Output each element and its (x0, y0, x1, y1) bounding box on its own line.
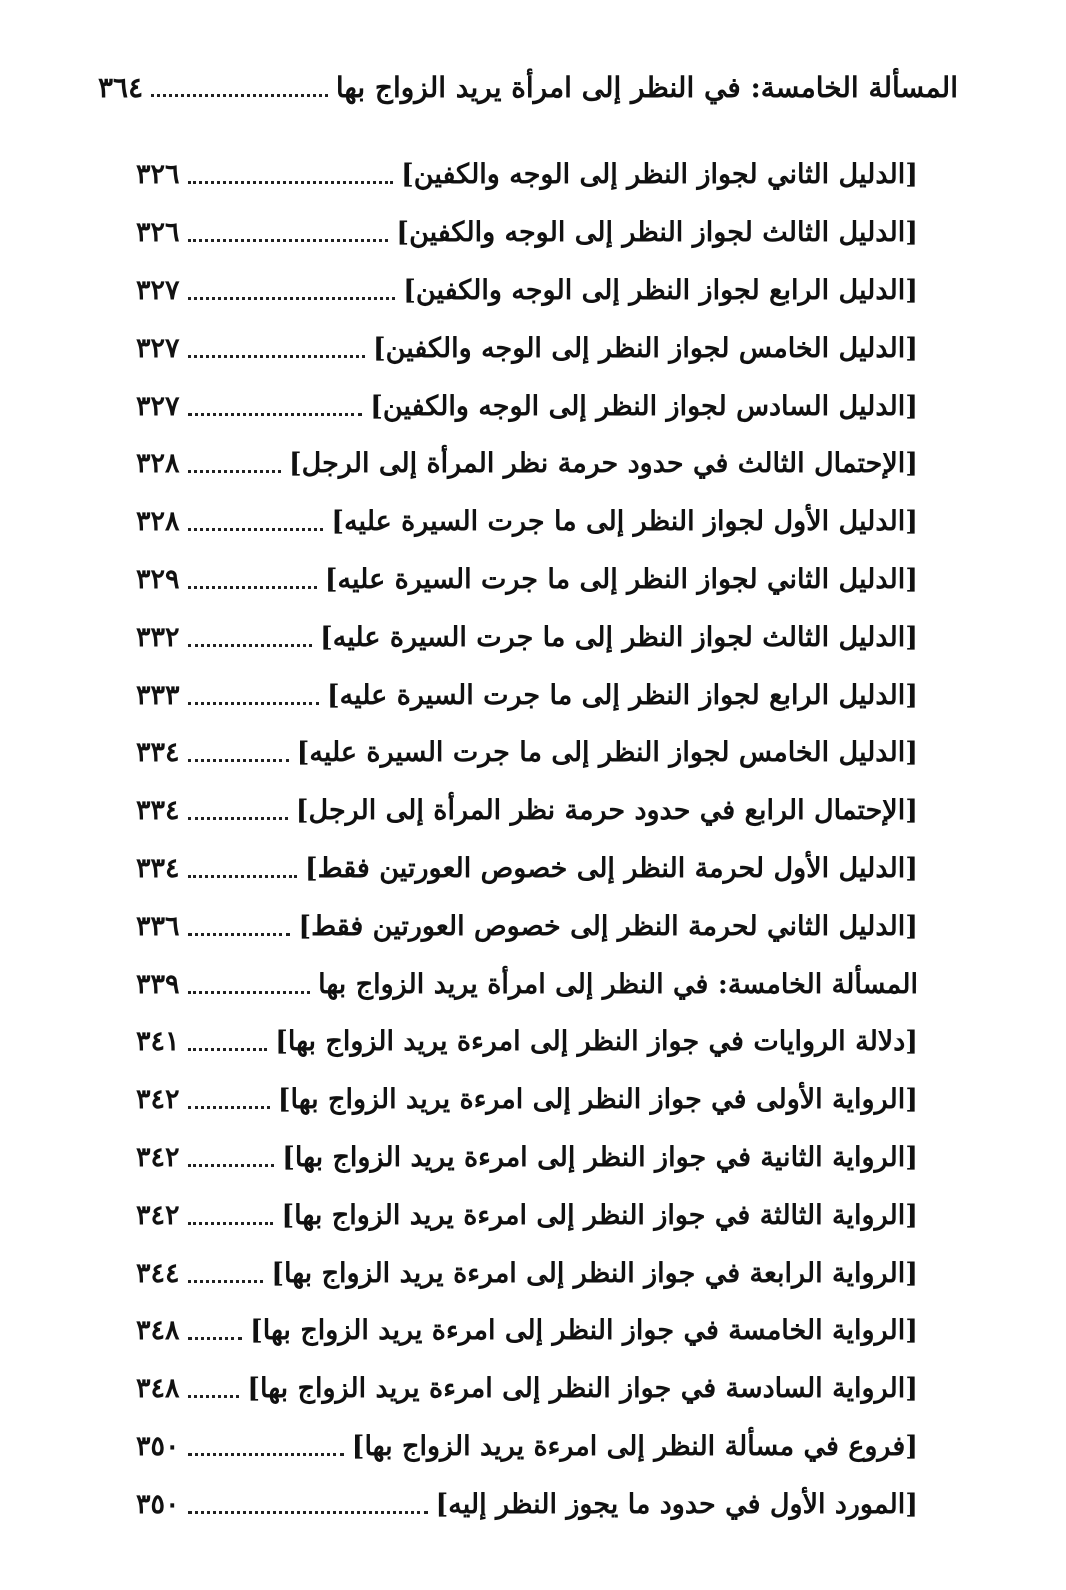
toc-entry (136, 724, 918, 782)
toc-entry-title: [الدليل الأول لجواز النظر إلى ما جرت السيرة عليه] (331, 506, 918, 538)
toc-entry-page-number: ٣٢٧ (136, 390, 180, 422)
leader-dots (188, 1337, 242, 1340)
toc-entry (136, 1475, 918, 1533)
toc-entry-title: المسألة الخامسة: في النظر إلى امرأة يريد الزواج بها (318, 968, 918, 1000)
toc-entry (136, 262, 918, 320)
toc-entry-page-number: ٣٢٧ (136, 332, 180, 364)
toc-entry-title: [الرواية الرابعة في جواز النظر إلى امرءة يريد الزواج بها] (271, 1257, 918, 1289)
toc-entry-title: [الدليل الثاني لحرمة النظر إلى خصوص العورتين فقط] (298, 910, 918, 942)
header-page-number: ٣٦٤ (98, 70, 144, 104)
toc-entry-title: [الرواية الأولى في جواز النظر إلى امرءة يريد الزواج بها] (277, 1084, 918, 1116)
leader-dots (188, 759, 289, 762)
toc-entry-page-number: ٣٢٩ (136, 563, 180, 595)
toc-entry-title: [الدليل الثالث لجواز النظر إلى ما جرت السيرة عليه] (320, 621, 918, 653)
leader-dots (188, 297, 396, 300)
toc-entry-page-number: ٣٢٨ (136, 506, 180, 538)
toc-entry (136, 608, 918, 666)
toc-entry-title: [دلالة الروايات في جواز النظر إلى امرءة يريد الزواج بها] (275, 1026, 918, 1058)
leader-dots (188, 1106, 270, 1109)
leader-dots (188, 355, 365, 358)
toc-entry (136, 319, 918, 377)
toc-entry (136, 1302, 918, 1360)
toc-entry (136, 840, 918, 898)
leader-dots (188, 1164, 275, 1167)
toc-entry (136, 551, 918, 609)
toc-entry-page-number: ٣٢٧ (136, 274, 180, 306)
leader-dots (188, 1048, 268, 1051)
toc-entry-title: [الدليل الخامس لجواز النظر إلى الوجه والكفين] (372, 332, 918, 364)
toc-entry (136, 493, 918, 551)
toc-entry (136, 435, 918, 493)
toc-entry (136, 955, 918, 1013)
toc-entry-title: [الرواية الثانية في جواز النظر إلى امرءة يريد الزواج بها] (282, 1141, 918, 1173)
toc-entry-title: [الإحتمال الثالث في حدود حرمة نظر المرأة إلى الرجل] (288, 448, 918, 480)
toc-entry-title: [الدليل الثاني لجواز النظر إلى ما جرت السيرة عليه] (324, 563, 918, 595)
leader-dots (188, 702, 319, 705)
toc-entry-title: [الدليل الثالث لجواز النظر إلى الوجه والكفين] (396, 217, 918, 249)
toc-entry-title: [الدليل الثاني لجواز النظر إلى الوجه والكفين] (401, 159, 918, 191)
toc-entry (136, 1071, 918, 1129)
leader-dots (188, 181, 394, 184)
toc-entry-page-number: ٣٣٩ (136, 968, 180, 1000)
header-leader-dots (151, 94, 328, 97)
toc-entry-page-number: ٣٤٢ (136, 1199, 180, 1231)
toc-entry-page-number: ٣٢٨ (136, 448, 180, 480)
toc-entry-title: [الإحتمال الرابع في حدود حرمة نظر المرأة إلى الرجل] (295, 795, 918, 827)
toc-entry-page-number: ٣٥٠ (136, 1488, 180, 1520)
header-title: المسألة الخامسة: في النظر إلى امرأة يريد الزواج بها (335, 70, 958, 104)
leader-dots (188, 239, 389, 242)
leader-dots (188, 875, 297, 878)
toc-entry-title: [الدليل الرابع لجواز النظر إلى ما جرت السيرة عليه] (326, 679, 918, 711)
toc-entry (136, 377, 918, 435)
leader-dots (188, 528, 324, 531)
toc-entry-page-number: ٣٣٢ (136, 621, 180, 653)
toc-entry (136, 1013, 918, 1071)
toc-entry-page-number: ٣٣٤ (136, 852, 180, 884)
toc-entry-page-number: ٣٤٨ (136, 1373, 180, 1405)
leader-dots (188, 1511, 428, 1514)
toc-entry (136, 1244, 918, 1302)
toc-entry-page-number: ٣٣٦ (136, 910, 180, 942)
table-of-contents (136, 146, 918, 1533)
toc-entry-page-number: ٣٥٠ (136, 1430, 180, 1462)
toc-entry-page-number: ٣٣٤ (136, 737, 180, 769)
toc-entry-page-number: ٣٣٣ (136, 679, 180, 711)
toc-entry-title: [الدليل الأول لحرمة النظر إلى خصوص العورتين فقط] (304, 852, 918, 884)
toc-entry (136, 782, 918, 840)
toc-entry-title: [الدليل السادس لجواز النظر إلى الوجه والكفين] (370, 390, 918, 422)
leader-dots (188, 933, 291, 936)
leader-dots (188, 817, 288, 820)
toc-entry-title: [الدليل الخامس لجواز النظر إلى ما جرت السيرة عليه] (296, 737, 918, 769)
leader-dots (188, 991, 311, 994)
leader-dots (188, 644, 313, 647)
toc-entry (136, 666, 918, 724)
toc-entry-page-number: ٣٢٦ (136, 159, 180, 191)
toc-entry (136, 204, 918, 262)
toc-entry-title: [المورد الأول في حدود ما يجوز النظر إليه] (435, 1488, 918, 1520)
toc-entry (136, 1360, 918, 1418)
toc-entry (136, 897, 918, 955)
toc-entry (136, 146, 918, 204)
leader-dots (188, 413, 363, 416)
toc-entry-title: [الدليل الرابع لجواز النظر إلى الوجه والكفين] (403, 274, 918, 306)
toc-entry-title: [الرواية الثالثة في جواز النظر إلى امرءة يريد الزواج بها] (281, 1199, 918, 1231)
toc-entry-page-number: ٣٤٢ (136, 1084, 180, 1116)
leader-dots (188, 1280, 264, 1283)
leader-dots (188, 1395, 240, 1398)
toc-entry-page-number: ٣٤٤ (136, 1257, 180, 1289)
toc-entry-title: [الرواية الخامسة في جواز النظر إلى امرءة يريد الزواج بها] (249, 1315, 918, 1347)
leader-dots (188, 586, 317, 589)
toc-entry-page-number: ٣٣٤ (136, 795, 180, 827)
leader-dots (188, 470, 281, 473)
leader-dots (188, 1453, 344, 1456)
toc-entry-page-number: ٣٢٦ (136, 217, 180, 249)
toc-entry-page-number: ٣٤٨ (136, 1315, 180, 1347)
running-header (98, 62, 958, 112)
toc-entry-page-number: ٣٤٢ (136, 1141, 180, 1173)
toc-entry-title: [فروع في مسألة النظر إلى امرءة يريد الزواج بها] (351, 1430, 918, 1462)
toc-entry-page-number: ٣٤١ (136, 1026, 180, 1058)
toc-entry (136, 1186, 918, 1244)
toc-entry (136, 1129, 918, 1187)
leader-dots (188, 1222, 274, 1225)
toc-entry-title: [الرواية السادسة في جواز النظر إلى امرءة يريد الزواج بها] (247, 1373, 918, 1405)
toc-entry (136, 1418, 918, 1476)
